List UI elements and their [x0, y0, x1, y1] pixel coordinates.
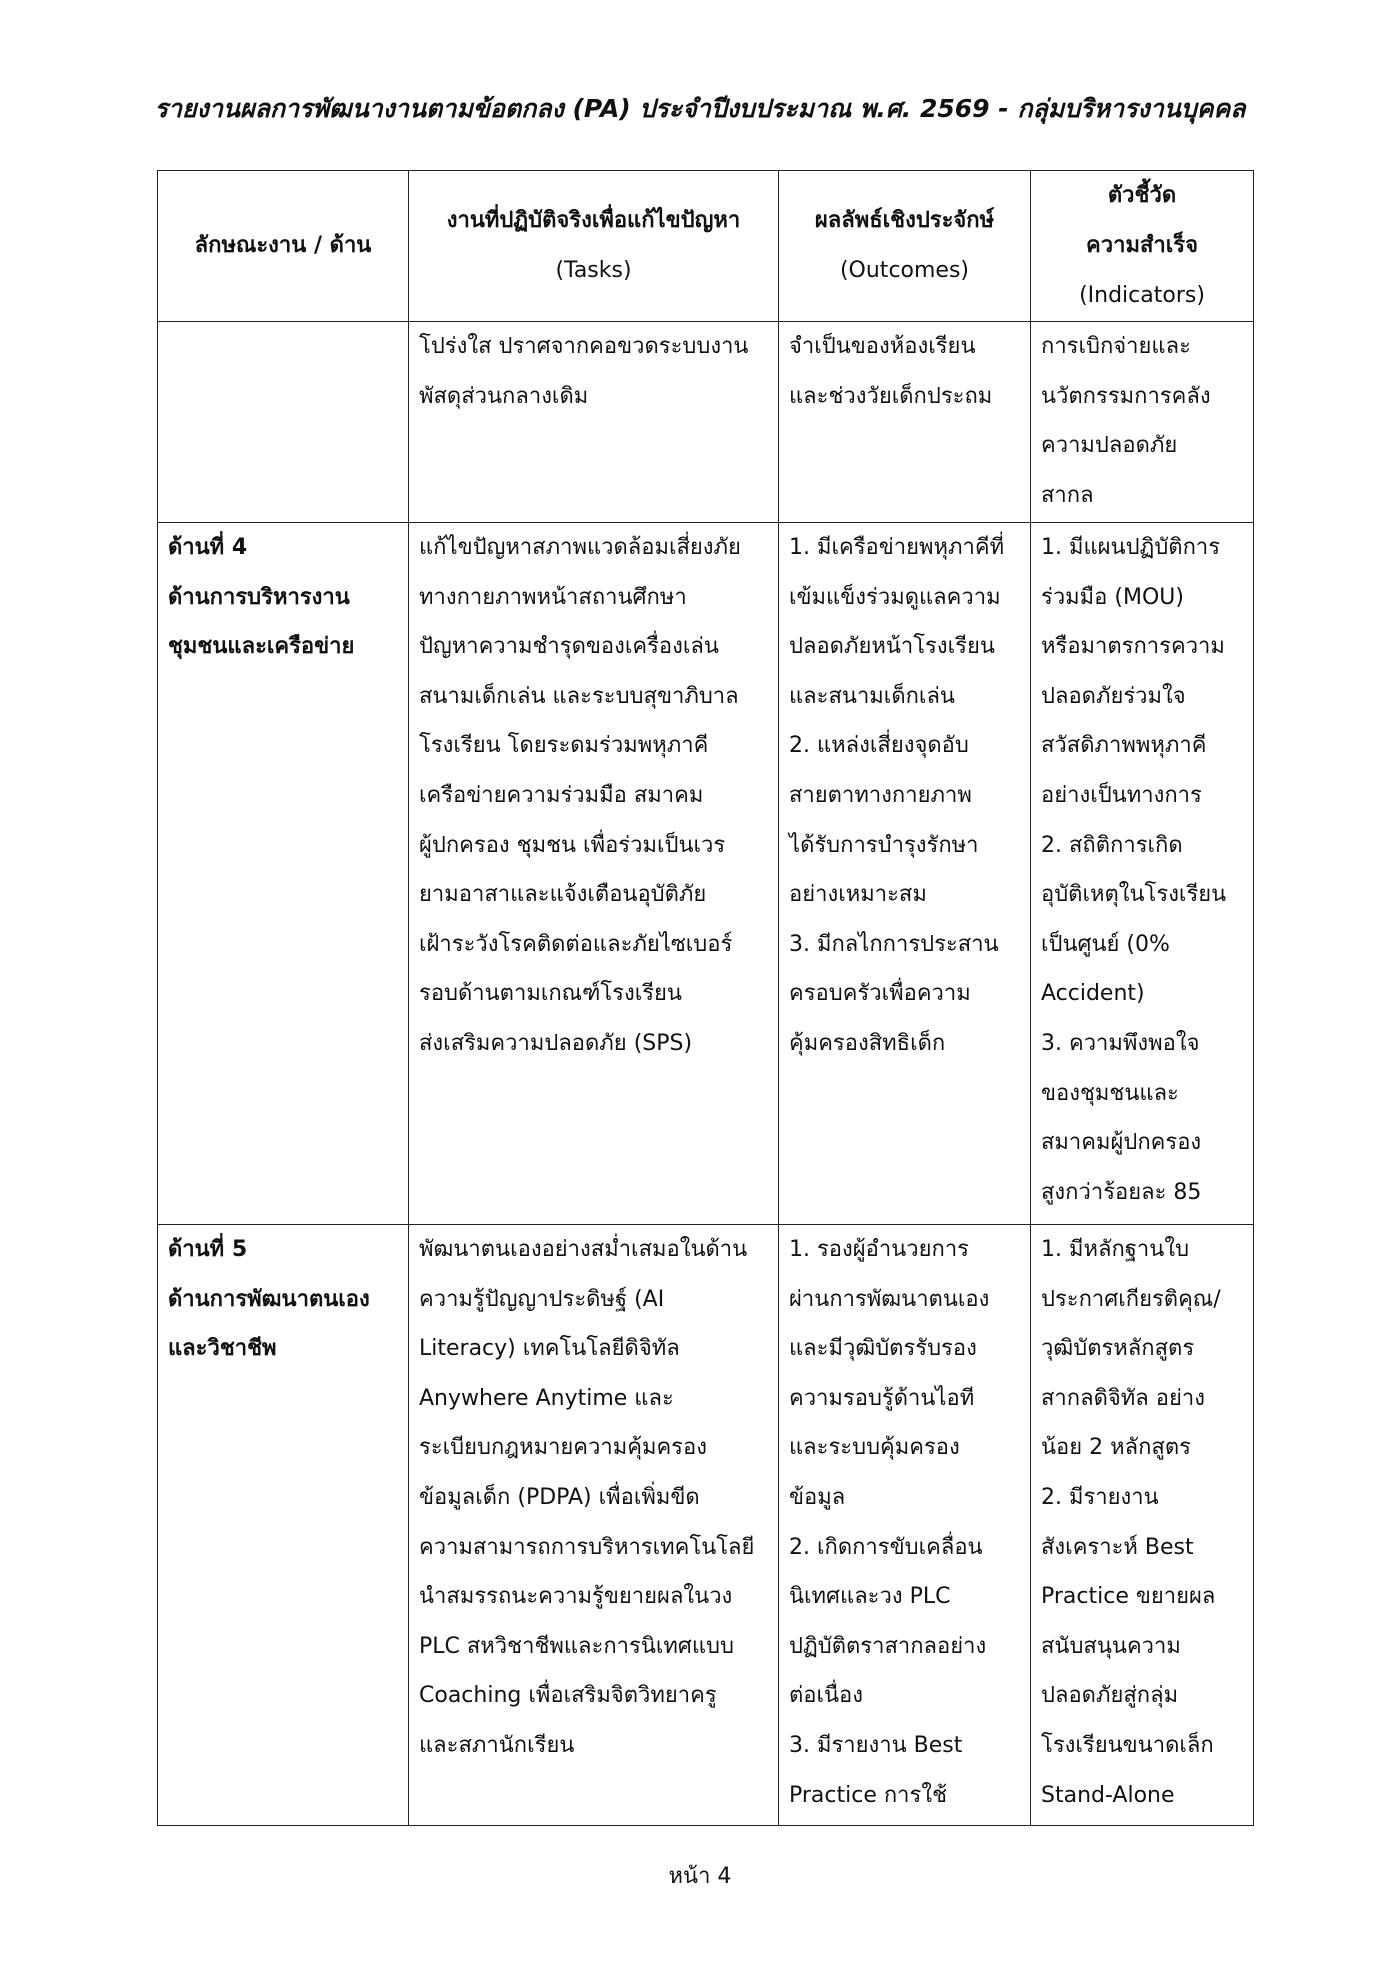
cell-aspect: ด้านที่ 5 ด้านการพัฒนาตนเอง และวิชาชีพ — [158, 1225, 409, 1826]
cell-tasks: แก้ไขปัญหาสภาพแวดล้อมเสี่ยงภัย ทางกายภาพหน้าสถานศึกษา ปัญหาความชำรุดของเครื่องเล่น สนามเด็กเล่น และระบบสุขาภิบาล โรงเรียน โดยระดมร่วมพหุภาคี เครือข่ายความร่วมมือ สมาคม ผู้ปกครอง ชุมชน เพื่อร่วมเป็นเวร ยามอาสาและแจ้งเตือนอุบัติภัย เฝ้าระวังโรคติดต่อและภัยไซเบอร์ รอบด้านตามเกณฑ์โรงเรียน ส่งเสริมความปลอดภัย (SPS) — [409, 523, 779, 1225]
table-row — [158, 1225, 1254, 1826]
column-header-aspect-label: ลักษณะงาน / ด้าน — [194, 233, 372, 258]
cell-outcomes: 1. รองผู้อำนวยการ ผ่านการพัฒนาตนเอง และมีวุฒิบัตรรับรอง ความรอบรู้ด้านไอที และระบบคุ้มครอง ข้อมูล 2. เกิดการขับเคลื่อน นิเทศและวง PLC ปฏิบัติตราสากลอย่าง ต่อเนื่อง 3. มีรายงาน Best Practice การใช้ — [779, 1225, 1031, 1826]
column-header-outcomes-label: ผลลัพธ์เชิงประจักษ์ — [814, 208, 995, 233]
column-header-tasks-sublabel: (Tasks) — [555, 258, 632, 283]
cell-indicators: 1. มีหลักฐานใบ ประกาศเกียรติคุณ/ วุฒิบัตรหลักสูตร สากลดิจิทัล อย่าง น้อย 2 หลักสูตร 2. มีรายงาน สังเคราะห์ Best Practice ขยายผล สนับสนุนความ ปลอดภัยสู่กลุ่ม โรงเรียนขนาดเล็ก Stand-Alone — [1031, 1225, 1254, 1826]
column-header-tasks — [409, 171, 779, 322]
cell-outcomes: 1. มีเครือข่ายพหุภาคีที่ เข้มแข็งร่วมดูแลความ ปลอดภัยหน้าโรงเรียน และสนามเด็กเล่น 2. แหล่งเสี่ยงจุดอับ สายตาทางกายภาพ ได้รับการบำรุงรักษา อย่างเหมาะสม 3. มีกลไกการประสาน ครอบครัวเพื่อความ คุ้มครองสิทธิเด็ก — [779, 523, 1031, 1225]
table-row — [158, 523, 1254, 1225]
page-header-title: รายงานผลการพัฒนางานตามข้อตกลง (PA) ประจำปีงบประมาณ พ.ศ. 2569 - กลุ่มบริหารงานบุคคล — [154, 94, 1246, 123]
column-header-outcomes — [779, 171, 1031, 322]
page-number: หน้า 4 — [668, 1864, 732, 1889]
column-header-indicators-label: ตัวชี้วัด ความสำเร็จ — [1086, 183, 1198, 258]
cell-aspect: ด้านที่ 4 ด้านการบริหารงาน ชุมชนและเครือข่าย — [158, 523, 409, 1225]
column-header-tasks-label: งานที่ปฏิบัติจริงเพื่อแก้ไขปัญหา — [446, 208, 741, 233]
cell-aspect — [158, 322, 409, 523]
column-header-indicators — [1031, 171, 1254, 322]
cell-indicators: 1. มีแผนปฏิบัติการ ร่วมมือ (MOU) หรือมาตรการความ ปลอดภัยร่วมใจ สวัสดิภาพพหุภาคี อย่างเป็นทางการ 2. สถิติการเกิด อุบัติเหตุในโรงเรียน เป็นศูนย์ (0% Accident) 3. ความพึงพอใจ ของชุมชนและ สมาคมผู้ปกครอง สูงกว่าร้อยละ 85 — [1031, 523, 1254, 1225]
table-header-row — [158, 171, 1254, 322]
cell-outcomes: จำเป็นของห้องเรียน และช่วงวัยเด็กประถม — [779, 322, 1031, 523]
table-row — [158, 322, 1254, 523]
pa-report-table — [157, 170, 1254, 1826]
cell-indicators: การเบิกจ่ายและ นวัตกรรมการคลัง ความปลอดภัย สากล — [1031, 322, 1254, 523]
column-header-indicators-sublabel: (Indicators) — [1079, 283, 1205, 308]
cell-tasks: พัฒนาตนเองอย่างสม่ำเสมอในด้าน ความรู้ปัญญาประดิษฐ์ (AI Literacy) เทคโนโลยีดิจิทัล Anywhere Anytime และ ระเบียบกฎหมายความคุ้มครอง ข้อมูลเด็ก (PDPA) เพื่อเพิ่มขีด ความสามารถการบริหารเทคโนโลยี นำสมรรถนะความรู้ขยายผลในวง PLC สหวิชาชีพและการนิเทศแบบ Coaching เพื่อเสริมจิตวิทยาครู และสภานักเรียน — [409, 1225, 779, 1826]
column-header-aspect — [158, 171, 409, 322]
cell-tasks: โปร่งใส ปราศจากคอขวดระบบงาน พัสดุส่วนกลางเดิม — [409, 322, 779, 523]
column-header-outcomes-sublabel: (Outcomes) — [839, 258, 970, 283]
